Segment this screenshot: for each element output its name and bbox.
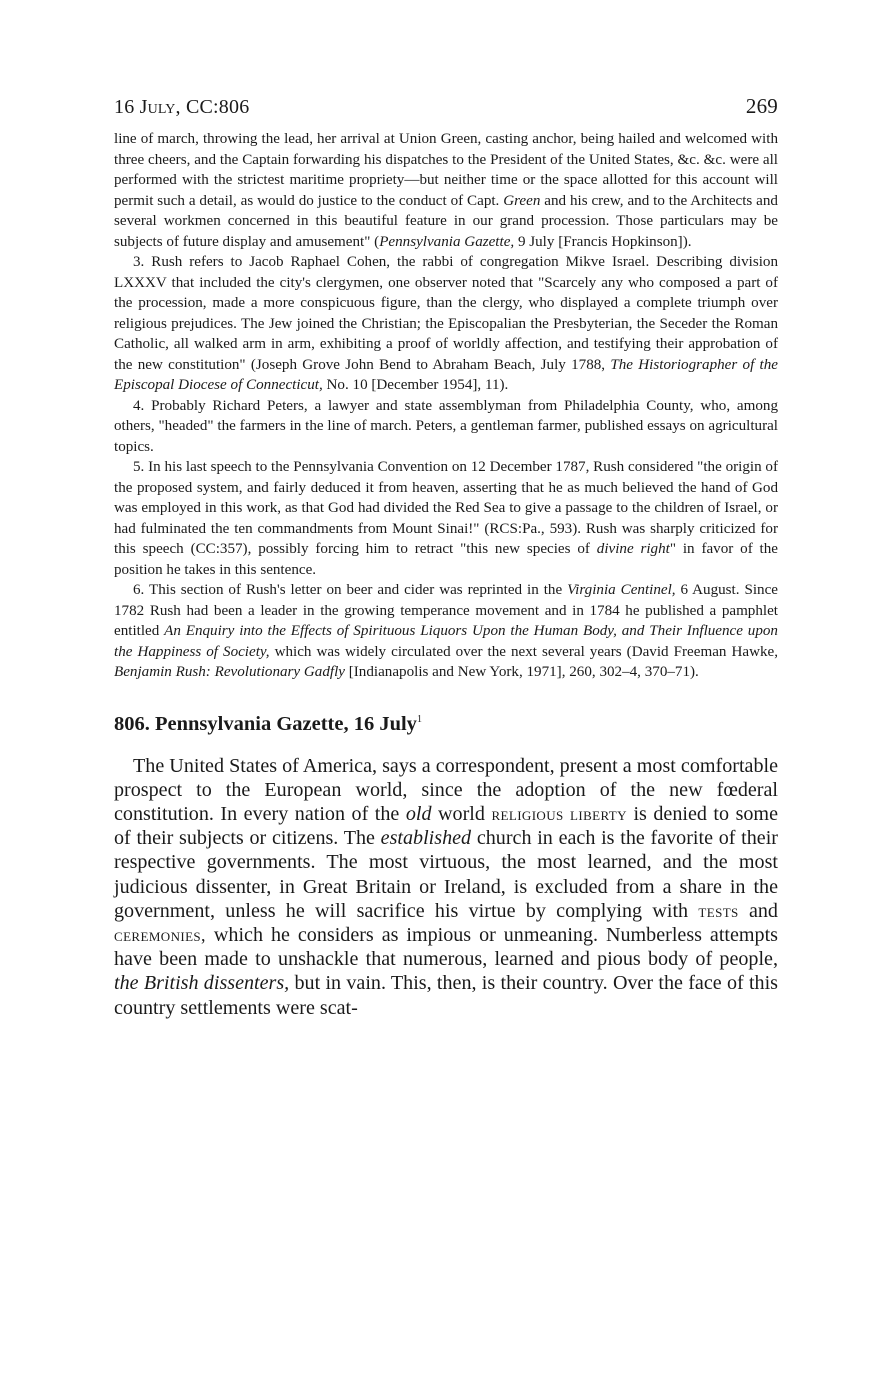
body-italic: the British dissenters, — [114, 972, 290, 995]
note-text: 6. This section of Rush's letter on beer and cider was reprinted in the — [133, 582, 568, 598]
body-text: and — [738, 899, 778, 922]
body-smallcaps: ceremonies, — [114, 924, 206, 945]
note-italic: Virginia Centinel, — [567, 582, 676, 598]
note-6 — [114, 580, 778, 683]
note-text: 3. Rush refers to Jacob Raphael Cohen, the rabbi of congregation Mikve Israel. Describing division LXXXV that included the city's clergymen, one observer noted that "Scarcely any who composed a part of the procession, made a more conspicuous figure, than the clergy, who displayed a complete triumph over religious prejudices. The Jew joined the Christian; the Episcopalian the Presbyterian, the Seceder the Roman Catholic, all walked arm in arm, exhibiting a proof of worldly affection, and testifying their approbation of the new constitution" (Joseph Grove John Bend to Abraham Beach, July 1788, — [114, 254, 778, 373]
note-4 — [114, 396, 778, 458]
note-italic: An Enquiry into the Effects of Spirituous Liquors Upon the Human Body, and Their Influence upon the Happiness of Society, — [114, 623, 778, 660]
document-heading — [114, 713, 778, 736]
note-text: which was widely circulated over the next several years (David Freeman Hawke, — [269, 643, 778, 660]
note-italic: Pennsylvania Gazette, — [379, 233, 515, 250]
note-italic: Benjamin Rush: Revolutionary Gadfly — [114, 664, 345, 680]
body-italic: old — [405, 802, 432, 825]
document-body — [114, 754, 778, 1020]
note-text: 6 August. Since 1782 Rush had been a leader in the growing temperance movement and in 1784 he published a pamphlet entitled — [114, 582, 778, 639]
note-text: " in favor of the position he takes in this sentence. — [114, 541, 779, 578]
note-text: [Indianapolis and New York, 1971], 260, 302–4, 370–71). — [344, 664, 699, 680]
note-italic: The Historiographer of the Episcopal Diocese of Connecticut, — [114, 356, 778, 393]
note-text: 9 July [Francis Hopkinson]). — [514, 233, 692, 250]
endnotes — [114, 129, 778, 683]
note-text: 4. Probably Richard Peters, a lawyer and state assemblyman from Philadelphia County, who, among others, "headed" the farmers in the line of march. Peters, a gentleman farmer, published essays on agricultural topics. — [114, 397, 778, 455]
body-text: church in each is the favorite of their respective governments. The most virtuous, the most learned, and the most judicious dissenter, in Great Britain or Ireland, is excluded from a share in the government, unless he will sacrifice his virtue by complying with — [114, 827, 778, 922]
note-text: line of march, throwing the lead, her arrival at Union Green, casting anchor, being hailed and welcomed with three cheers, and the Captain forwarding his dispatches to the President of the United States, &c. &c. were all performed with the strictest maritime propriety—but neither time or the space allotted for this account will permit such a detail, as would do justice to the conduct of Capt. — [114, 131, 778, 209]
document-title: 806. Pennsylvania Gazette, 16 July — [114, 712, 417, 735]
body-text: world — [431, 802, 492, 825]
note-italic: divine right — [596, 541, 670, 557]
note-text: 5. In his last speech to the Pennsylvania Convention on 12 December 1787, Rush considered "the origin of the proposed system, and fairly deduced it from heaven, asserting that he as much believed the hand of God was employed in this work, as that God had divided the Red Sea to give a passage to the children of Israel, or had fulminated the ten commandments from Mount Sinai!" (RCS:Pa., 593). Rush was sharply criticized for this speech (CC:357), possibly forcing him to retract "this new species of — [114, 459, 778, 557]
body-italic: established — [380, 827, 472, 850]
page-number: 269 — [745, 94, 778, 118]
note-continuation — [114, 129, 778, 252]
running-head-left: 16 July, CC:806 — [114, 96, 250, 118]
page — [114, 94, 778, 1020]
body-text: but in vain. This, then, is their country. Over the face of this country settlements were scat- — [114, 972, 778, 1019]
note-italic: Green — [503, 192, 541, 209]
note-5 — [114, 457, 778, 580]
body-paragraph — [114, 754, 778, 1020]
body-smallcaps: religious liberty — [491, 803, 627, 824]
body-text: which he considers as impious or unmeaning. Numberless attempts have been made to unshackle that numerous, learned and pious body of people, — [114, 923, 778, 971]
body-smallcaps: tests — [698, 900, 739, 921]
note-3 — [114, 252, 778, 396]
body-text: The United States of America, says a correspondent, present a most comfortable prospect to the European world, since the adoption of the new fœderal constitution. In every nation of the — [114, 754, 778, 825]
note-text: and his crew, and to the Architects and several workmen concerned in this beautiful feature in our grand procession. Those particulars may be subjects of future display and amusement" ( — [114, 192, 778, 250]
note-text: No. 10 [December 1954], 11). — [322, 377, 509, 393]
running-head — [114, 94, 778, 119]
footnote-marker: 1 — [416, 713, 422, 725]
body-text: is denied to some of their subjects or citizens. The — [114, 802, 778, 850]
